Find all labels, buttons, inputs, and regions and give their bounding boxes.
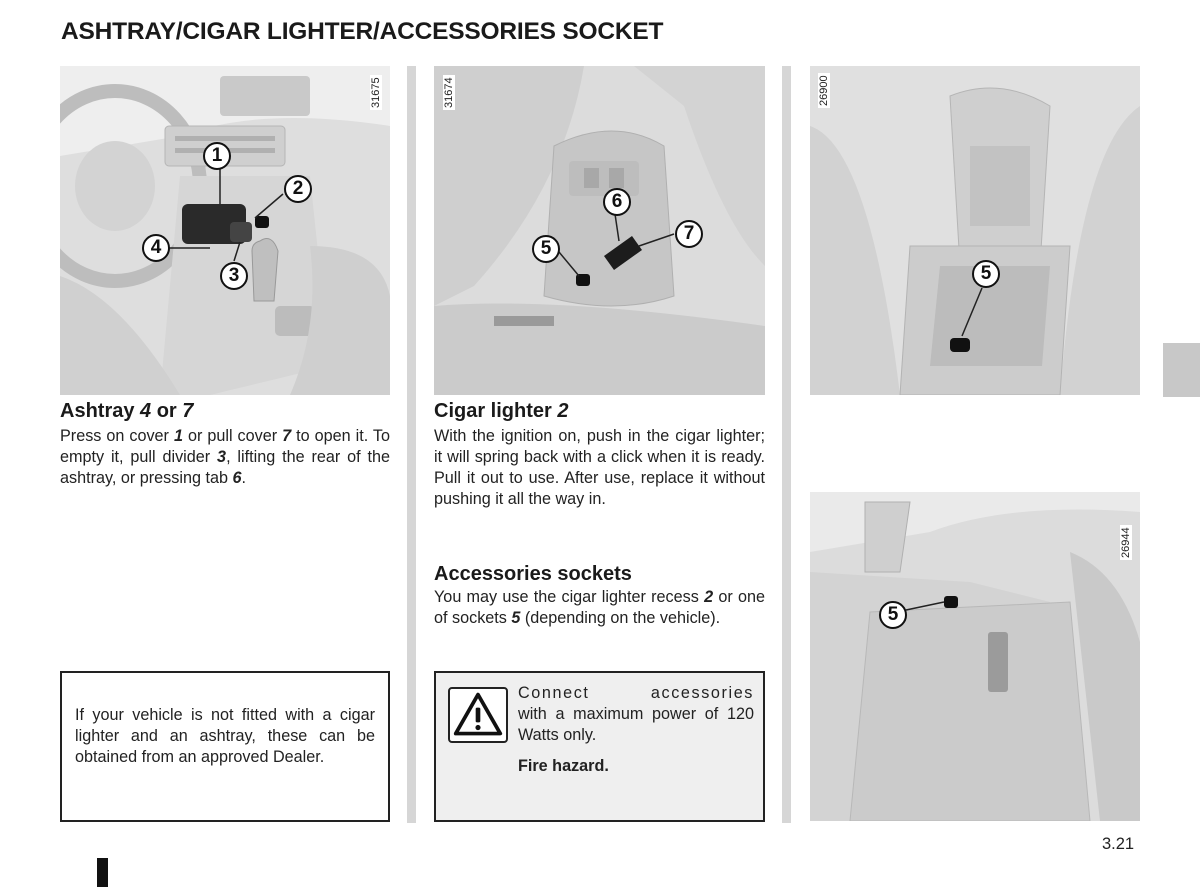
column-divider-left — [407, 66, 416, 823]
column-divider-right — [782, 66, 791, 823]
ref-7: 7 — [182, 400, 194, 422]
page-number: 3.21 — [1102, 835, 1135, 853]
boot-socket-photo — [810, 492, 1140, 821]
cigar-lighter-heading: Cigar lighter 2 — [434, 400, 569, 422]
cigar-lighter-text: With the ignition on, push in the cigar lighter; it will spring back with a click when it is ready. Pull it out to use. After use, replace it without pushing it all the way in. — [434, 427, 765, 508]
callout-6: 6 — [603, 188, 631, 216]
callout-5: 5 — [532, 235, 560, 263]
page-edge-marker — [97, 858, 108, 887]
ashtray-dashboard-photo — [60, 66, 390, 395]
page-title: ASHTRAY/CIGAR LIGHTER/ACCESSORIES SOCKET — [61, 18, 664, 45]
callout-7: 7 — [675, 220, 703, 248]
ref-4: 4 — [140, 400, 152, 422]
warning-strong-text: Fire hazard. — [518, 757, 609, 775]
figure-ref-26944: 26944 — [1120, 527, 1132, 558]
callout-3: 3 — [220, 262, 248, 290]
warning-triangle-icon — [448, 687, 508, 743]
armrest-storage-photo — [810, 66, 1140, 395]
ref-2: 2 — [557, 400, 569, 422]
section-thumb-tab — [1163, 343, 1200, 397]
ashtray-heading: Ashtray 4 or 7 — [60, 400, 194, 422]
note-box — [60, 671, 390, 822]
rear-console-photo — [434, 66, 765, 395]
figure-ref-26900: 26900 — [818, 75, 830, 106]
callout-1: 1 — [203, 142, 231, 170]
callout-2: 2 — [284, 175, 312, 203]
figure-ref-31675: 31675 — [370, 77, 382, 108]
warning-text: Connect accessories with a maximum power of 120 Watts only. — [518, 684, 754, 744]
ashtray-text: Press on cover 1 or pull cover 7 to open it. To empty it, pull divider 3, lifting the rear of the ashtray, or pressing tab 6. — [60, 427, 390, 487]
figure-ref-31674: 31674 — [443, 77, 455, 108]
warning-box — [434, 671, 765, 822]
callout-4: 4 — [142, 234, 170, 262]
callout-5-armrest: 5 — [972, 260, 1000, 288]
callout-5-boot: 5 — [879, 601, 907, 629]
accessories-text: You may use the cigar lighter recess 2 or one of sockets 5 (depending on the vehicle). — [434, 588, 765, 627]
accessories-heading: Accessories sockets — [434, 563, 632, 585]
note-text: If your vehicle is not fitted with a cigar lighter and an ashtray, these can be obtained from an approved Dealer. — [75, 706, 375, 766]
